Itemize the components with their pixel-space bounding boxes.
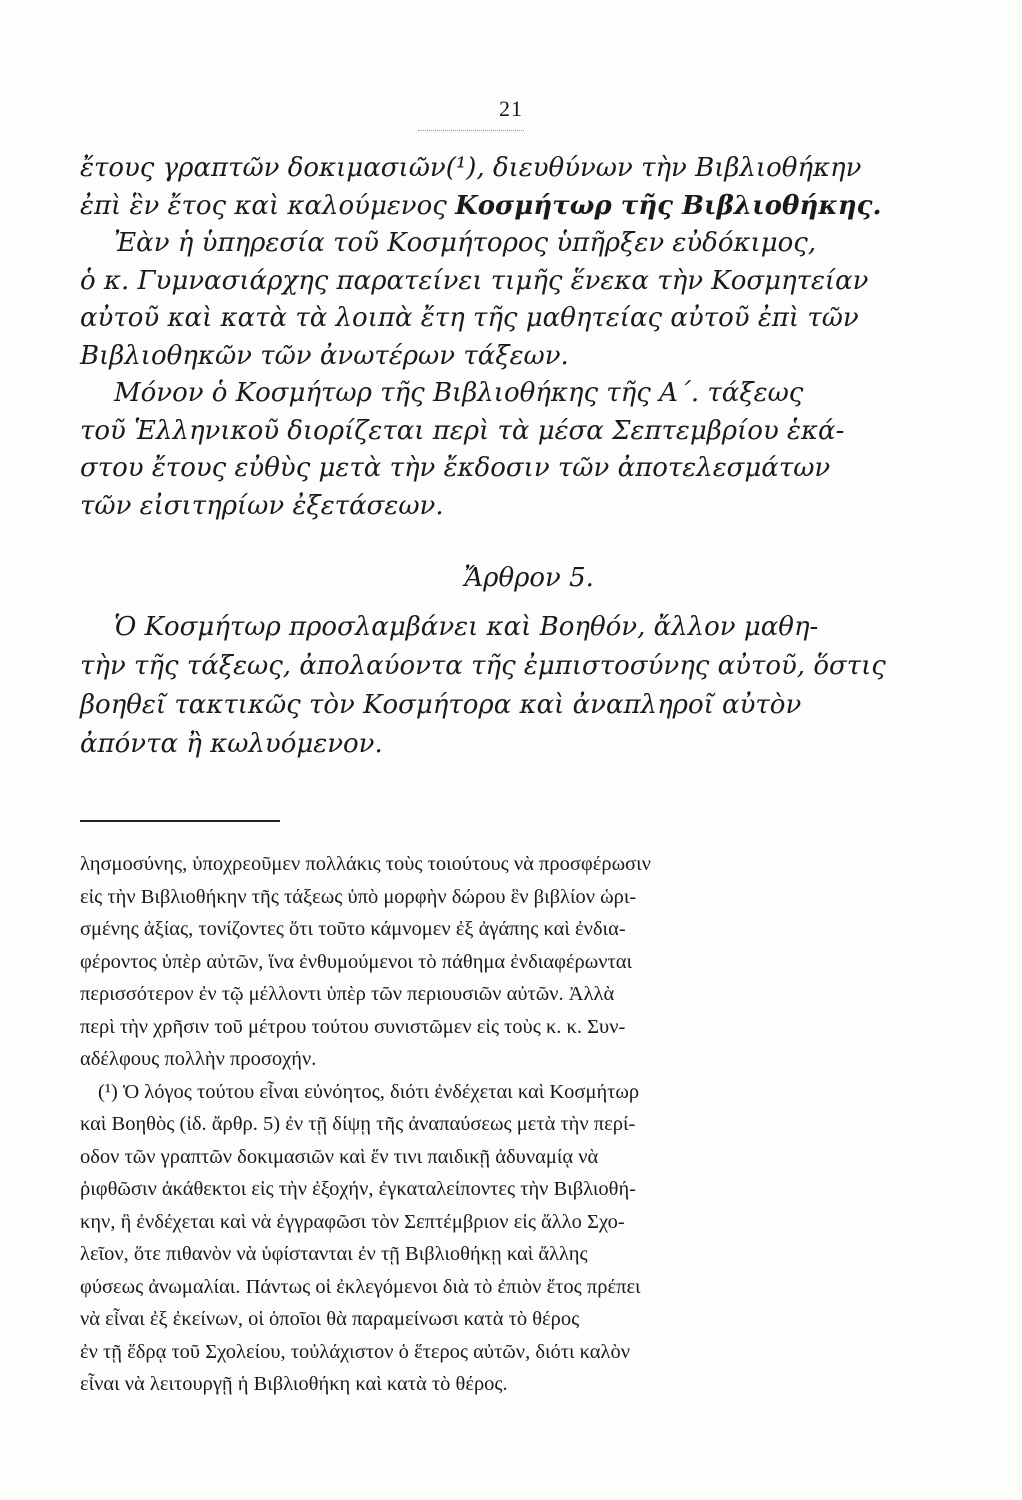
article-line: βοηθεῖ τακτικῶς τὸν Κοσμήτορα καὶ ἀναπληροῖ αὐτὸν	[80, 690, 802, 720]
body-line: ὁ κ. Γυμνασιάρχης παρατείνει τιμῆς ἕνεκα τὴν Κοσμητείαν	[80, 265, 869, 296]
footnote-line-text: Ὁ λόγος τούτου εἶναι εὐνόητος, διότι ἐνδέχεται καὶ Κοσμήτωρ	[117, 1080, 640, 1103]
article-line: τὴν τῆς τάξεως, ἀπολαύοντα τῆς ἐμπιστοσύνης αὐτοῦ, ὅστις	[80, 651, 886, 681]
article-body-text	[80, 608, 886, 764]
footnote-line: περισσότερον ἐν τῷ μέλλοντι ὑπὲρ τῶν περιουσιῶν αὐτῶν. Ἀλλὰ	[80, 983, 615, 1005]
body-line: Ἐὰν ἡ ὑπηρεσία τοῦ Κοσμήτορος ὑπῆρξεν εὐδόκιμος,	[114, 228, 817, 258]
body-line-text: ἐπὶ ἓν ἔτος καὶ καλούμενος	[80, 190, 456, 221]
body-line: Μόνον ὁ Κοσμήτωρ τῆς Βιβλιοθήκης τῆς Α΄. τάξεως	[114, 378, 804, 408]
footnote-line: φύσεως ἀνωμαλίαι. Πάντως οἱ ἐκλεγόμενοι διὰ τὸ ἐπιὸν ἔτος πρέπει	[80, 1275, 641, 1298]
body-line: Βιβλιοθηκῶν τῶν ἀνωτέρων τάξεων.	[80, 340, 569, 371]
footnote-line: κην, ἢ ἐνδέχεται καὶ νὰ ἐγγραφῶσι τὸν Σεπτέμβριον εἰς ἄλλο Σχο-	[80, 1210, 625, 1233]
footnotes	[80, 848, 880, 1401]
footnote-line: λησμοσύνης, ὑποχρεοῦμεν πολλάκις τοὺς τοιούτους νὰ προσφέρωσιν	[80, 853, 651, 875]
footnote-line: σμένης ἀξίας, τονίζοντες ὅτι τοῦτο κάμνομεν ἐξ ἀγάπης καὶ ἐνδια-	[80, 918, 626, 940]
main-body-text	[80, 150, 880, 525]
article-heading: Ἄρθρον 5.	[464, 563, 594, 593]
body-line: αὐτοῦ καὶ κατὰ τὰ λοιπὰ ἔτη τῆς μαθητείας αὐτοῦ ἐπὶ τῶν	[80, 303, 859, 333]
footnote-line	[80, 1076, 880, 1109]
footnote-line: ἐν τῇ ἕδρᾳ τοῦ Σχολείου, τοὐλάχιστον ὁ ἕτερος αὐτῶν, διότι καλὸν	[80, 1340, 630, 1363]
footnote-line: φέροντος ὑπὲρ αὐτῶν, ἵνα ἐνθυμούμενοι τὸ πάθημα ἐνδιαφέρωνται	[80, 950, 632, 973]
body-line: τῶν εἰσιτηρίων ἐξετάσεων.	[80, 490, 444, 521]
footnote-line: αδέλφους πολλὴν προσοχήν.	[80, 1048, 317, 1070]
body-line	[80, 188, 880, 226]
footnote-line: περὶ τὴν χρῆσιν τοῦ μέτρου τούτου συνιστῶμεν εἰς τοὺς κ. κ. Συν-	[80, 1015, 626, 1038]
article-line: Ὁ Κοσμήτωρ προσλαμβάνει καὶ Βοηθόν, ἄλλον μαθη-	[114, 612, 819, 642]
footnote-line: οδον τῶν γραπτῶν δοκιμασιῶν καὶ ἔν τινι παιδικῇ ἀδυναμίᾳ νὰ	[80, 1145, 599, 1168]
footnote-line: λεῖον, ὅτε πιθανὸν νὰ ὑφίστανται ἐν τῇ Βιβλιοθήκῃ καὶ ἄλλης	[80, 1243, 588, 1265]
header-dotted-rule	[418, 130, 524, 131]
page-number: 21	[499, 96, 523, 121]
body-line: τοῦ Ἑλληνικοῦ διορίζεται περὶ τὰ μέσα Σεπτεμβρίου ἑκά-	[80, 415, 845, 446]
footnote-line: εἶναι νὰ λειτουργῇ ἡ Βιβλιοθήκη καὶ κατὰ τὸ θέρος.	[80, 1373, 508, 1395]
article-line: ἀπόντα ἢ κωλυόμενον.	[80, 729, 383, 759]
footnote-line: νὰ εἶναι ἐξ ἐκείνων, οἱ ὁποῖοι θὰ παραμείνωσι κατὰ τὸ θέρος	[80, 1308, 580, 1330]
body-line: ἔτους γραπτῶν δοκιμασιῶν(¹), διευθύνων τὴν Βιβλιοθήκην	[80, 153, 862, 183]
footnote-line: ῥιφθῶσιν ἀκάθεκτοι εἰς τὴν ἐξοχήν, ἐγκαταλείποντες τὴν Βιβλιοθή-	[80, 1178, 637, 1200]
footnote-marker: (¹)	[98, 1080, 118, 1103]
body-line: στου ἔτους εὐθὺς μετὰ τὴν ἔκδοσιν τῶν ἀποτελεσμάτων	[80, 453, 831, 483]
footnote-separator-rule	[80, 820, 280, 822]
emphasized-phrase: Κοσμήτωρ τῆς Βιβλιοθήκης.	[455, 190, 882, 221]
footnote-line: εἰς τὴν Βιβλιοθήκην τῆς τάξεως ὑπὸ μορφὴν δώρου ἓν βιβλίον ὡρι-	[80, 885, 637, 908]
footnote-line: καὶ Βοηθὸς (ἰδ. ἄρθρ. 5) ἐν τῇ δίψῃ τῆς ἀναπαύσεως μετὰ τὴν περί-	[80, 1113, 636, 1135]
